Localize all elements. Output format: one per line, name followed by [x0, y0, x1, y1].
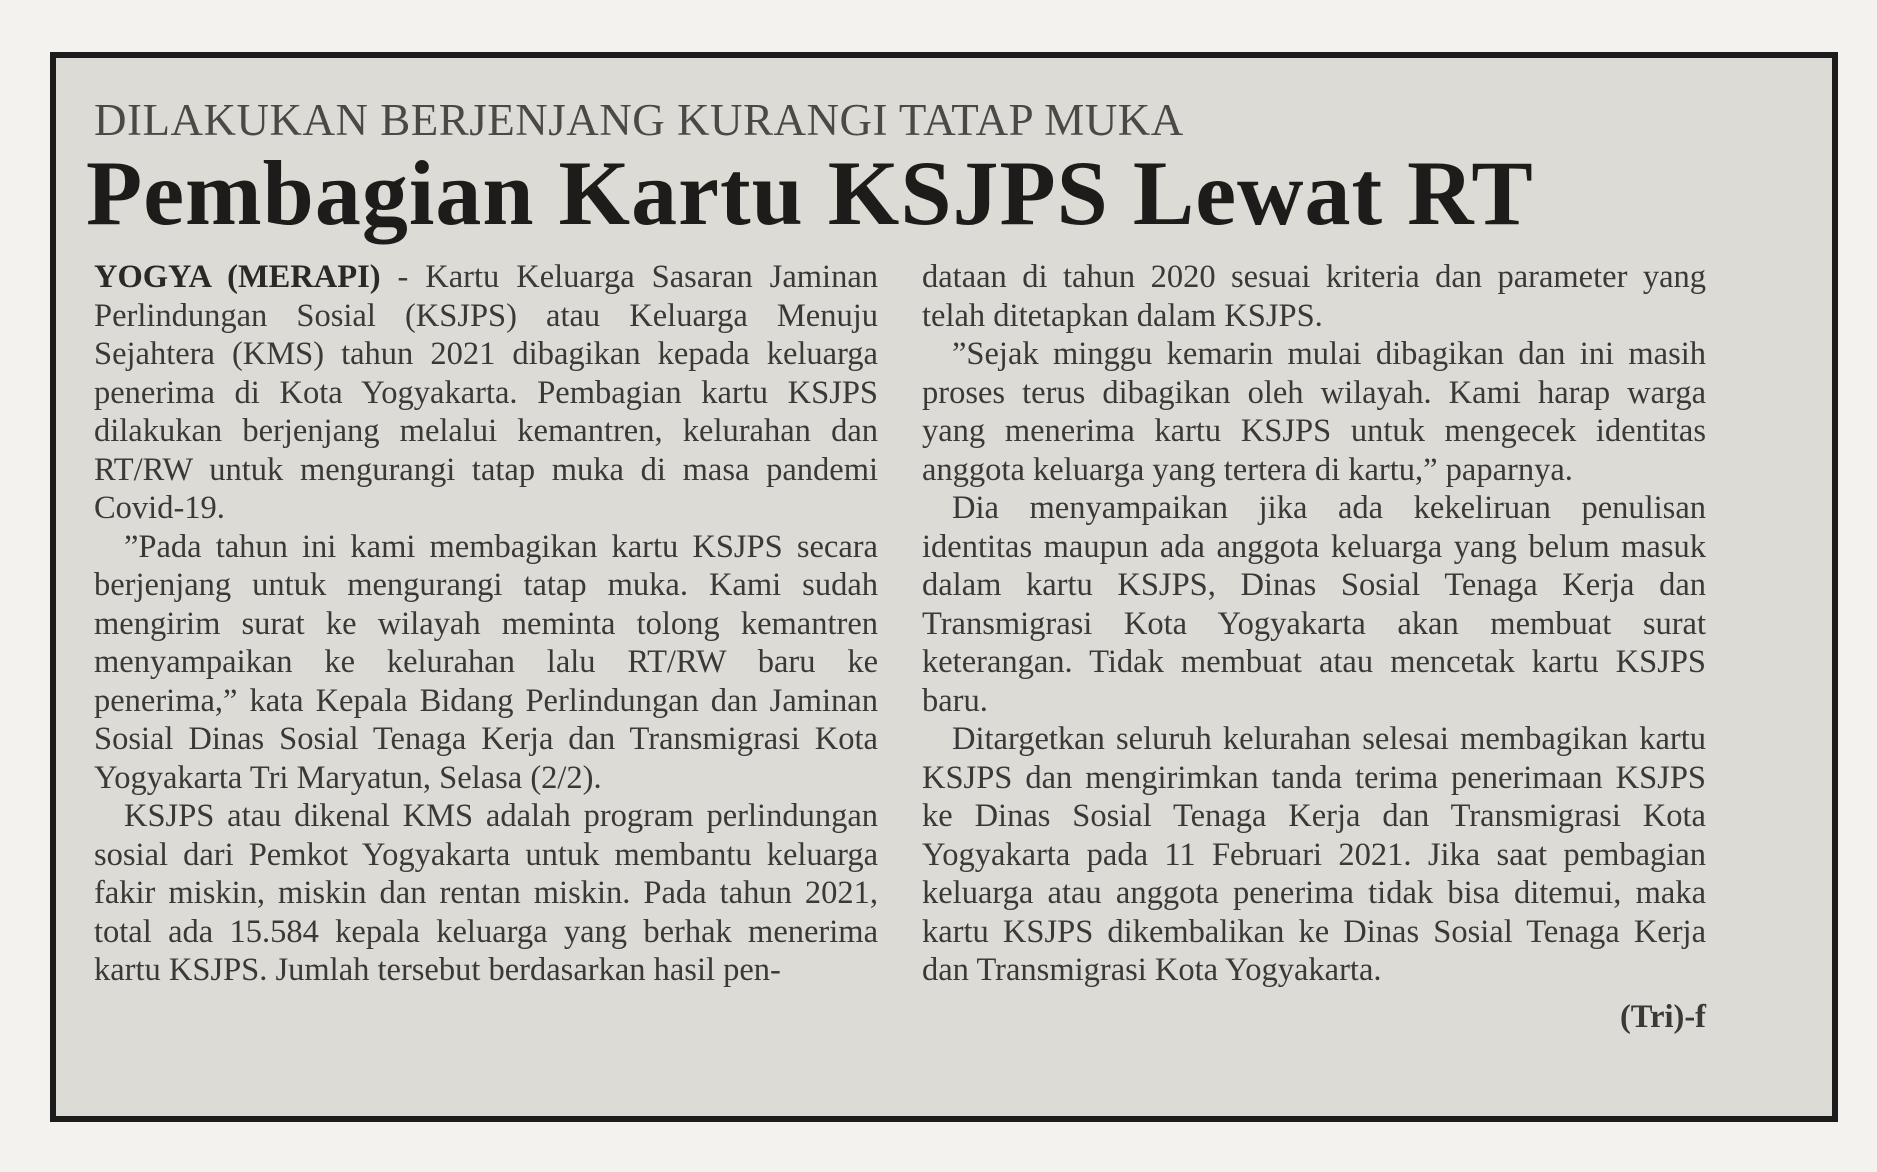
paragraph-text: Kartu Keluarga Sasaran Jaminan Perlindungan Sosial (KSJPS) atau Keluarga Menuju Sejahtera (KMS) tahun 2021 dibagikan kepada keluarga penerima di Kota Yogyakarta. Pembagian kartu KSJPS dilakukan berjenjang melalui kemantren, kelurahan dan RT/RW untuk mengurangi tatap muka di masa pandemi Covid-19.: [94, 259, 878, 526]
article-headline: Pembagian Kartu KSJPS Lewat RT: [86, 142, 1534, 244]
article-column-right: [922, 258, 1706, 1036]
article-dateline: YOGYA (MERAPI): [94, 259, 381, 295]
paragraph: KSJPS atau dikenal KMS adalah program perlindungan sosial dari Pemkot Yogyakarta untuk membantu keluarga fakir miskin, miskin dan rentan miskin. Pada tahun 2021, total ada 15.584 kepala keluarga yang berhak menerima kartu KSJPS. Jumlah tersebut berdasarkan hasil pen-: [94, 798, 878, 988]
article-credit: (Tri)-f: [1619, 998, 1706, 1035]
paragraph: dataan di tahun 2020 sesuai kriteria dan parameter yang telah ditetapkan dalam KSJPS.: [922, 259, 1706, 334]
article-column-left: [94, 258, 878, 990]
paragraph: Dia menyampaikan jika ada kekeliruan penulisan identitas maupun ada anggota keluarga yang belum masuk dalam kartu KSJPS, Dinas Sosial Tenaga Kerja dan Transmigrasi Kota Yogyakarta akan membuat surat keterangan. Tidak membuat atau mencetak kartu KSJPS baru.: [922, 490, 1706, 719]
paragraph: [94, 258, 878, 528]
dateline-separator: -: [380, 259, 426, 295]
paragraph: Ditargetkan seluruh kelurahan selesai membagikan kartu KSJPS dan mengirimkan tanda terima penerimaan KSJPS ke Dinas Sosial Tenaga Kerja dan Transmigrasi Kota Yogyakarta pada 11 Februari 2021. Jika saat pembagian keluarga atau anggota penerima tidak bisa ditemui, maka kartu KSJPS dikembalikan ke Dinas Sosial Tenaga Kerja dan Transmigrasi Kota Yogyakarta.: [922, 721, 1706, 988]
article-kicker: DILAKUKAN BERJENJANG KURANGI TATAP MUKA: [94, 95, 1184, 145]
paragraph: ”Pada tahun ini kami membagikan kartu KSJPS secara berjenjang untuk mengurangi tatap muka. Kami sudah mengirim surat ke wilayah meminta tolong kemantren menyampaikan ke kelurahan lalu RT/RW baru ke penerima,” kata Kepala Bidang Perlindungan dan Jaminan Sosial Dinas Sosial Tenaga Kerja dan Transmigrasi Kota Yogyakarta Tri Maryatun, Selasa (2/2).: [94, 528, 878, 796]
paragraph: ”Sejak minggu kemarin mulai dibagikan dan ini masih proses terus dibagikan oleh wilayah. Kami harap warga yang menerima kartu KSJPS untuk mengecek identitas anggota keluarga yang tertera di kartu,” paparnya.: [922, 336, 1706, 488]
newspaper-clipping: [50, 52, 1838, 1122]
